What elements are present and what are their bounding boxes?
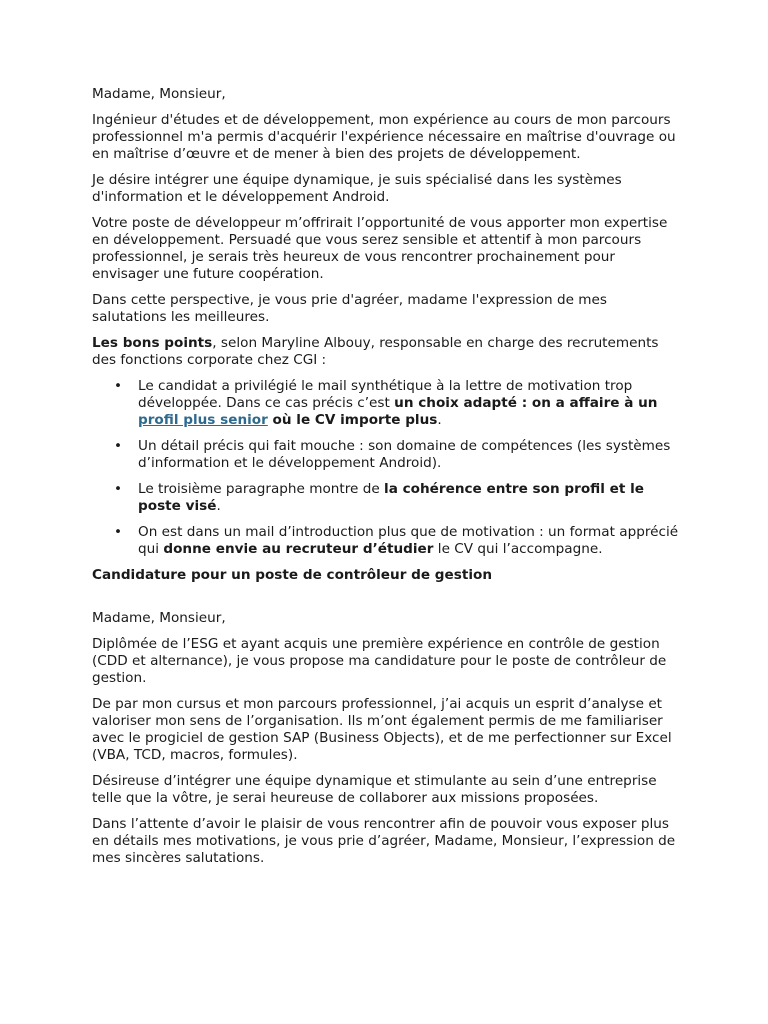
letter1-paragraph-3: Votre poste de développeur m’offrirait l’opportunité de vous apporter mon expertise en développement. Persuadé que vous serez sensible et attentif à mon parcours professionnel, je serais très heureux de vous rencontrer prochainement pour envisager une future coopération. — [92, 215, 668, 282]
list-item-text: On est dans un mail d’introduction plus que de motivation : un format apprécié qui — [138, 524, 679, 557]
good-points-intro-text: , selon Maryline Albouy, responsable en charge des recrutements des fonctions corporate chez CGI : — [92, 335, 659, 368]
list-item-bold: un choix adapté : on a affaire à un — [394, 395, 658, 411]
list-item-text: le CV qui l’accompagne. — [433, 541, 603, 557]
letter1-paragraph-1: Ingénieur d'études et de développement, mon expérience au cours de mon parcours professionnel m'a permis d'acquérir l'expérience nécessaire en maîtrise d'ouvrage ou en maîtrise d’œuvre et de mener à bien des projets de développement. — [92, 112, 676, 162]
good-points-list — [92, 378, 682, 558]
letter2-paragraph-3: Désireuse d’intégrer une équipe dynamique et stimulante au sein d’une entreprise telle que la vôtre, je serai heureuse de collaborer aux missions proposées. — [92, 773, 657, 806]
list-item-text: Un détail précis qui fait mouche : son domaine de compétences (les systèmes d’information et le développement Android). — [138, 438, 671, 471]
list-item-text: . — [437, 412, 442, 428]
document-page — [92, 86, 682, 876]
letter1-salutation: Madame, Monsieur, — [92, 86, 226, 102]
letter1-paragraph-4: Dans cette perspective, je vous prie d'agréer, madame l'expression de mes salutations les meilleures. — [92, 292, 607, 325]
list-item — [114, 481, 682, 515]
list-item-bold: donne envie au recruteur d’étudier — [163, 541, 434, 557]
bullet-icon: • — [114, 524, 123, 540]
letter2-salutation: Madame, Monsieur, — [92, 610, 226, 626]
list-item — [114, 378, 682, 429]
bullet-icon: • — [114, 481, 123, 497]
list-item-bold: la cohérence entre son profil et le poste visé — [138, 481, 644, 514]
good-points-intro — [92, 335, 682, 369]
letter2-paragraph-1: Diplômée de l’ESG et ayant acquis une première expérience en contrôle de gestion (CDD et alternance), je vous propose ma candidature pour le poste de contrôleur de gestion. — [92, 636, 667, 686]
list-item — [114, 524, 682, 558]
list-item-text: Le candidat a privilégié le mail synthétique à la lettre de motivation trop développée. Dans ce cas précis c’est — [138, 378, 633, 411]
list-item — [114, 438, 682, 472]
profil-senior-link[interactable]: profil plus senior — [138, 412, 268, 428]
list-item-text: Le troisième paragraphe montre de — [138, 481, 385, 497]
bullet-icon: • — [114, 438, 123, 454]
letter2-paragraph-2: De par mon cursus et mon parcours professionnel, j’ai acquis un esprit d’analyse et valoriser mon sens de l’organisation. Ils m’ont également permis de me familiariser avec le progiciel de gestion SAP (Business Objects), et de me perfectionner sur Excel (VBA, TCD, macros, formules). — [92, 696, 672, 763]
good-points-title: Les bons points — [92, 335, 213, 351]
list-item-text: . — [216, 498, 221, 514]
letter2-heading: Candidature pour un poste de contrôleur de gestion — [92, 567, 493, 583]
bullet-icon: • — [114, 378, 123, 394]
letter2-paragraph-4: Dans l’attente d’avoir le plaisir de vous rencontrer afin de pouvoir vous exposer plus en détails mes motivations, je vous prie d’agréer, Madame, Monsieur, l’expression de mes sincères salutations. — [92, 816, 676, 866]
list-item-bold: où le CV importe plus — [267, 412, 438, 428]
letter1-paragraph-2: Je désire intégrer une équipe dynamique, je suis spécialisé dans les systèmes d'information et le développement Android. — [92, 172, 622, 205]
